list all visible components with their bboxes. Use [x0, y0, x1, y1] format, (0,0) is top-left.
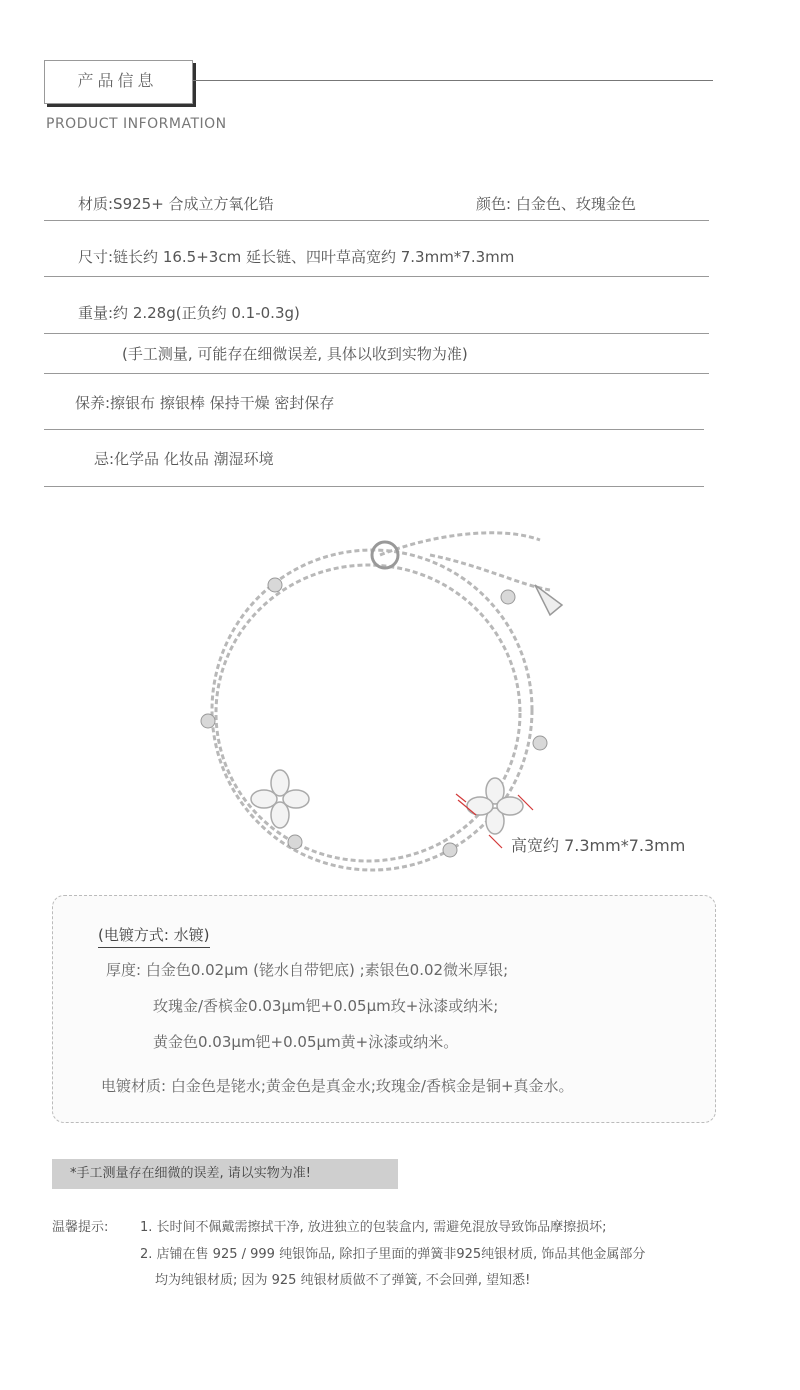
- plating-title: (电镀方式: 水镀): [98, 924, 210, 948]
- section-title: 产品信息: [77, 71, 158, 90]
- spec-weight-note: (手工测量, 可能存在细微误差, 具体以收到实物为准): [122, 345, 468, 363]
- tip-item-continued: 均为纯银材质; 因为 925 纯银材质做不了弹簧, 不会回弹, 望知悉!: [155, 1273, 531, 1288]
- spec-color: 颜色: 白金色、玫瑰金色: [476, 195, 636, 213]
- bracelet-image: [200, 515, 720, 880]
- divider: [44, 220, 709, 221]
- spec-avoid: 忌:化学品 化妆品 潮湿环境: [94, 450, 274, 468]
- plating-line: 厚度: 白金色0.02μm (铑水自带钯底) ;素银色0.02微米厚银;: [106, 961, 509, 979]
- tip-item: 1. 长时间不佩戴需擦拭干净, 放进独立的包装盒内, 需避免混放导致饰品摩擦损坏;: [140, 1220, 607, 1235]
- clover-left: [251, 770, 309, 828]
- plating-material: 电镀材质: 白金色是铑水;黄金色是真金水;玫瑰金/香槟金是铜+真金水。: [101, 1077, 574, 1095]
- plating-line: 玫瑰金/香槟金0.03μm钯+0.05μm玫+泳漆或纳米;: [153, 997, 499, 1015]
- section-subtitle: PRODUCT INFORMATION: [46, 116, 227, 132]
- spec-care: 保养:擦银布 擦银棒 保持干燥 密封保存: [75, 394, 335, 412]
- divider: [44, 486, 704, 487]
- clover-right: [467, 778, 523, 834]
- spec-material: 材质:S925+ 合成立方氧化锆: [78, 195, 274, 213]
- title-divider: [193, 80, 713, 81]
- tip-item: 2. 店铺在售 925 / 999 纯银饰品, 除扣子里面的弹簧非925纯银材质, 饰品其他金属部分: [140, 1247, 646, 1262]
- spec-weight: 重量:约 2.28g(正负约 0.1-0.3g): [78, 304, 300, 322]
- clasp: [372, 542, 562, 615]
- plating-line: 黄金色0.03μm钯+0.05μm黄+泳漆或纳米。: [153, 1033, 459, 1051]
- spec-size: 尺寸:链长约 16.5+3cm 延长链、四叶草高宽约 7.3mm*7.3mm: [78, 248, 515, 266]
- divider: [44, 429, 704, 430]
- note-text: *手工测量存在细微的误差, 请以实物为准!: [70, 1166, 311, 1181]
- divider: [44, 333, 709, 334]
- divider: [44, 276, 709, 277]
- divider: [44, 373, 709, 374]
- tips-label: 温馨提示:: [52, 1220, 109, 1235]
- dimension-label: 高宽约 7.3mm*7.3mm: [511, 836, 686, 855]
